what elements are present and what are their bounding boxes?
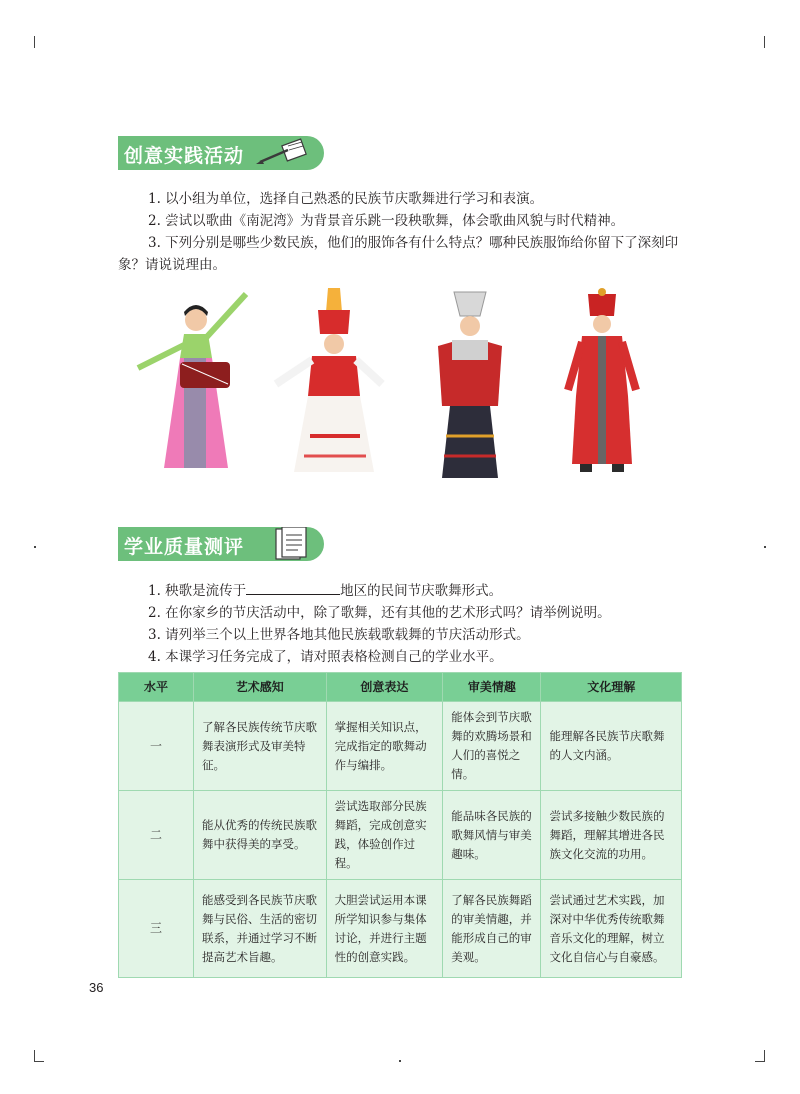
table-cell: 一 (119, 702, 194, 791)
table-cell: 了解各民族传统节庆歌舞表演形式及审美特征。 (194, 702, 327, 791)
mongolian-dancer-photo (552, 286, 652, 480)
item1-suffix: 地区的民间节庆歌舞形式。 (340, 583, 503, 599)
assessment-item-1 (148, 580, 688, 602)
table-row (119, 702, 682, 791)
crop-mark (34, 546, 36, 548)
table-cell: 能品味各民族的歌舞风情与审美趣味。 (443, 791, 541, 880)
crop-mark (34, 1061, 44, 1062)
item1-prefix: 1. 秧歌是流传于 (148, 583, 247, 599)
activity-item-1: 1. 以小组为单位，选择自己熟悉的民族节庆歌舞进行学习和表演。 (148, 191, 544, 207)
table-cell: 尝试多接触少数民族的舞蹈，理解其增进各民族文化交流的功用。 (541, 791, 682, 880)
header-cultural-understanding: 文化理解 (541, 673, 682, 702)
document-icon (258, 527, 316, 565)
table-row (119, 791, 682, 880)
section-title: 学业质量测评 (124, 536, 245, 558)
table-cell: 了解各民族舞蹈的审美情趣，并能形成自己的审美观。 (443, 880, 541, 978)
crop-mark (755, 1061, 765, 1062)
kazakh-dancer-photo (270, 286, 390, 486)
table-cell: 尝试通过艺术实践，加深对中华优秀传统歌舞音乐文化的理解，树立文化自信心与自豪感。 (541, 880, 682, 978)
table-cell: 能感受到各民族节庆歌舞与民俗、生活的密切联系，并通过学习不断提高艺术旨趣。 (194, 880, 327, 978)
assessment-item-4: 4. 本课学习任务完成了，请对照表格检测自己的学业水平。 (148, 649, 503, 665)
table-cell: 二 (119, 791, 194, 880)
table-header-row (119, 673, 682, 702)
brush-book-icon (254, 136, 316, 174)
page-number: 36 (89, 980, 104, 995)
fill-blank[interactable] (246, 580, 340, 595)
assessment-item-2: 2. 在你家乡的节庆活动中，除了歌舞，还有其他的艺术形式吗？请举例说明。 (148, 605, 611, 621)
korean-dancer-photo (128, 284, 258, 480)
activity-item-3: 3. 下列分别是哪些少数民族，他们的服饰各有什么特点？哪种民族服饰给你留下了深刻印象？请说说理由。 (118, 235, 679, 273)
table-cell: 尝试选取部分民族舞蹈，完成创意实践，体验创作过程。 (326, 791, 443, 880)
crop-mark (764, 36, 765, 48)
header-level: 水平 (119, 673, 194, 702)
table-cell: 掌握相关知识点，完成指定的歌舞动作与编排。 (326, 702, 443, 791)
crop-mark (34, 36, 35, 48)
creative-practice-banner (118, 136, 324, 170)
table-cell: 三 (119, 880, 194, 978)
quality-assessment-banner (118, 527, 324, 561)
assessment-table (118, 672, 682, 978)
table-cell: 能从优秀的传统民族歌舞中获得美的享受。 (194, 791, 327, 880)
table-cell: 能体会到节庆歌舞的欢腾场景和人们的喜悦之情。 (443, 702, 541, 791)
header-art-perception: 艺术感知 (194, 673, 327, 702)
crop-mark (764, 546, 766, 548)
table-cell: 能理解各民族节庆歌舞的人文内涵。 (541, 702, 682, 791)
crop-mark (399, 1060, 401, 1062)
assessment-item-3: 3. 请列举三个以上世界各地其他民族载歌载舞的节庆活动形式。 (148, 627, 530, 643)
header-aesthetic-taste: 审美情趣 (443, 673, 541, 702)
miao-dancer-photo (420, 286, 520, 486)
section-title: 创意实践活动 (124, 145, 245, 167)
header-creative-expression: 创意表达 (326, 673, 443, 702)
activity-item-2: 2. 尝试以歌曲《南泥湾》为背景音乐跳一段秧歌舞，体会歌曲风貌与时代精神。 (148, 213, 625, 229)
table-cell: 大胆尝试运用本课所学知识参与集体讨论，并进行主题性的创意实践。 (326, 880, 443, 978)
table-row (119, 880, 682, 978)
